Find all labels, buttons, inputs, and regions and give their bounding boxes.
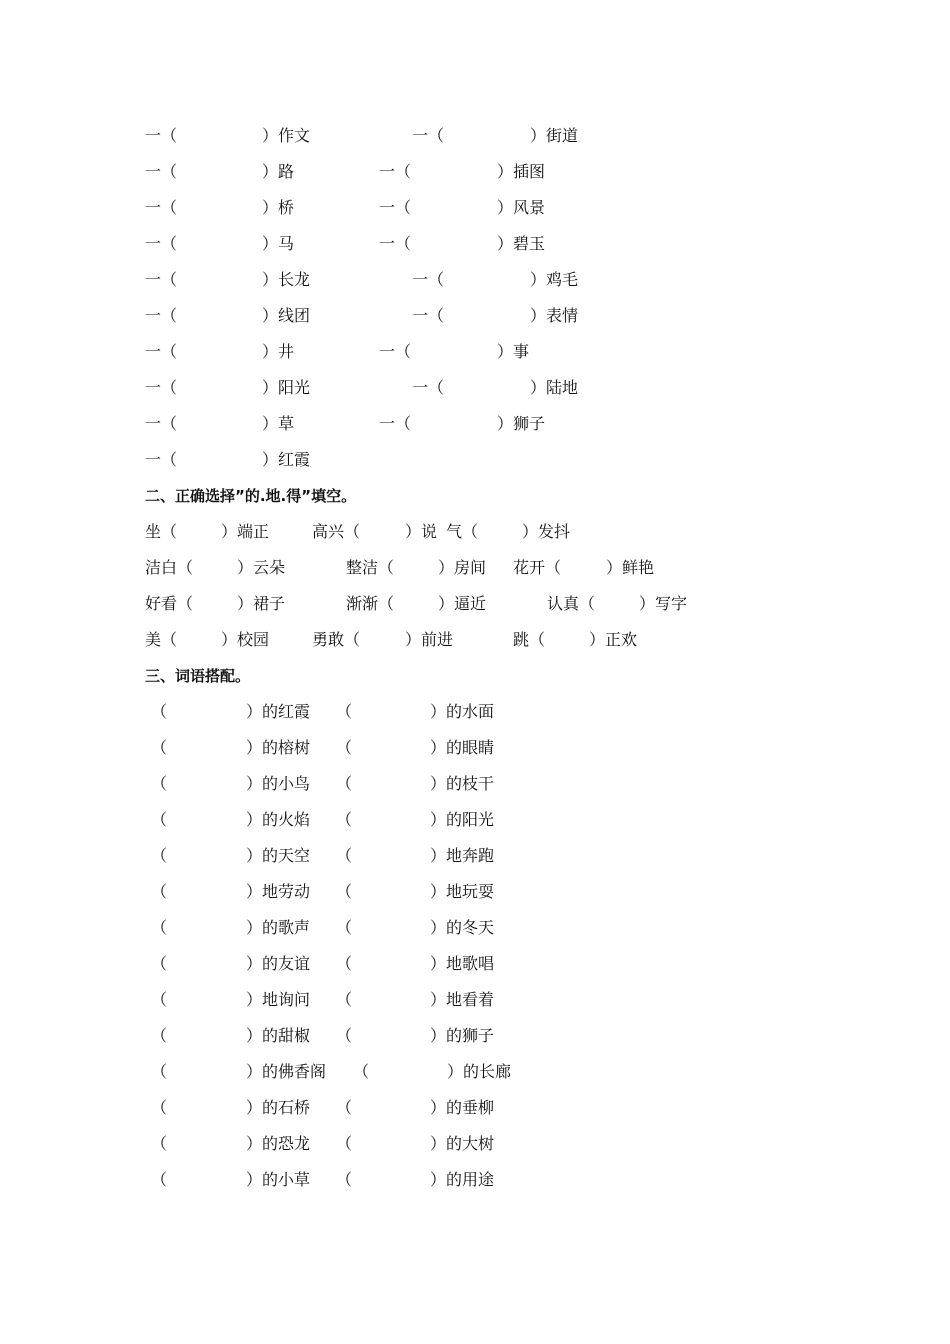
s2-prefix: 气（ [446,522,479,541]
s1-open: 一（ [145,306,178,325]
s3-open: （ [151,846,168,865]
s1-row [0,376,579,400]
s3-open: （ [151,1134,168,1153]
s1-open: 一（ [145,378,178,397]
s1-close-word: ）鸡毛 [530,270,579,289]
s3-close-word: ）的石桥 [246,1098,311,1117]
s3-open: （ [151,738,168,757]
s3-close-word: ）的天空 [246,846,311,865]
s3-open: （ [151,1062,168,1081]
s1-close-word: ）狮子 [497,414,546,433]
s1-close-word: ）作文 [262,126,311,145]
s1-close-word: ）长龙 [262,270,311,289]
s2-suffix: ）云朵 [237,558,286,577]
s3-close-word: ）的火焰 [246,810,311,829]
s3-open: （ [151,774,168,793]
s3-close-word: ）地玩耍 [430,882,495,901]
s1-close-word: ）表情 [530,306,579,325]
s1-close-word: ）井 [262,342,295,361]
s1-row [0,196,546,220]
s3-close-word: ）的垂柳 [430,1098,495,1117]
s2-prefix: 勇敢（ [312,630,361,649]
s1-row [0,268,579,292]
s3-open: （ [151,1026,168,1045]
s1-open: 一（ [379,342,412,361]
s2-prefix: 渐渐（ [346,594,395,613]
s3-close-word: ）的长廊 [447,1062,512,1081]
s1-open: 一（ [145,162,178,181]
s3-open: （ [336,846,353,865]
s1-open: 一（ [379,414,412,433]
s3-open: （ [151,882,168,901]
s3-row [0,1060,512,1084]
s3-close-word: ）的水面 [430,702,495,721]
s3-row [0,844,495,868]
s1-row [0,232,546,256]
s3-open: （ [151,1098,168,1117]
s1-open: 一（ [412,306,445,325]
s2-prefix: 坐（ [145,522,178,541]
s1-close-word: ）插图 [497,162,546,181]
s3-row [0,808,495,832]
s3-open: （ [336,774,353,793]
s1-open: 一（ [145,414,178,433]
s1-row [0,448,311,472]
s3-close-word: ）的用途 [430,1170,495,1189]
s2-row [0,556,655,580]
s3-close-word: ）的小草 [246,1170,311,1189]
s3-open: （ [151,810,168,829]
s3-open: （ [336,954,353,973]
s3-close-word: ）的大树 [430,1134,495,1153]
s3-open: （ [336,990,353,1009]
s1-row [0,340,530,364]
s3-open: （ [151,990,168,1009]
s1-open: 一（ [379,162,412,181]
s1-close-word: ）风景 [497,198,546,217]
s3-open: （ [151,1170,168,1189]
s2-prefix: 整洁（ [346,558,395,577]
s3-close-word: ）地歌唱 [430,954,495,973]
s3-close-word: ）的枝干 [430,774,495,793]
s1-row [0,124,579,148]
s3-row [0,988,495,1012]
s1-close-word: ）路 [262,162,295,181]
s3-row [0,736,495,760]
s3-close-word: ）的佛香阁 [246,1062,327,1081]
s1-open: 一（ [145,234,178,253]
s3-open: （ [151,918,168,937]
s3-row [0,772,495,796]
s1-open: 一（ [145,270,178,289]
s3-open: （ [336,1134,353,1153]
s3-close-word: ）的歌声 [246,918,311,937]
s1-close-word: ）红霞 [262,450,311,469]
s3-row [0,1024,495,1048]
s1-close-word: ）桥 [262,198,295,217]
s3-close-word: ）的甜椒 [246,1026,311,1045]
s1-close-word: ）草 [262,414,295,433]
s1-open: 一（ [412,378,445,397]
s2-suffix: ）写字 [639,594,688,613]
s1-close-word: ）马 [262,234,295,253]
s3-row [0,700,495,724]
s3-close-word: ）地询问 [246,990,311,1009]
s3-row [0,916,495,940]
s3-row [0,1132,495,1156]
s1-open: 一（ [412,126,445,145]
s2-suffix: ）端正 [221,522,270,541]
s2-suffix: ）房间 [438,558,487,577]
s1-open: 一（ [145,126,178,145]
s1-open: 一（ [145,450,178,469]
s3-open: （ [151,954,168,973]
s2-suffix: ）裙子 [237,594,286,613]
s2-prefix: 认真（ [547,594,596,613]
s1-open: 一（ [379,198,412,217]
s1-open: 一（ [379,234,412,253]
s2-suffix: ）发抖 [522,522,571,541]
s3-close-word: ）地看着 [430,990,495,1009]
s1-open: 一（ [412,270,445,289]
s2-suffix: ）校园 [221,630,270,649]
s3-open: （ [336,738,353,757]
s3-row [0,1096,495,1120]
s3-close-word: ）的恐龙 [246,1134,311,1153]
s2-suffix: ）前进 [405,630,454,649]
s3-close-word: ）的眼睛 [430,738,495,757]
section-2-heading: 二、正确选择”的.地.得”填空。 [145,487,357,505]
section-3-heading: 三、词语搭配。 [145,667,251,685]
s1-close-word: ）阳光 [262,378,311,397]
s3-open: （ [336,810,353,829]
s1-close-word: ）事 [497,342,530,361]
s3-close-word: ）的红霞 [246,702,311,721]
s3-close-word: ）地奔跑 [430,846,495,865]
s2-row [0,628,638,652]
s1-row [0,304,579,328]
s3-open: （ [336,882,353,901]
s2-suffix: ）正欢 [589,630,638,649]
s3-close-word: ）的小鸟 [246,774,311,793]
s2-suffix: ）逼近 [438,594,487,613]
s2-prefix: 美（ [145,630,178,649]
s3-close-word: ）的友谊 [246,954,311,973]
s1-close-word: ）陆地 [530,378,579,397]
s3-open: （ [336,918,353,937]
s2-prefix: 高兴（ [312,522,361,541]
s3-open: （ [336,702,353,721]
s1-open: 一（ [145,342,178,361]
s3-row [0,1168,495,1192]
s1-open: 一（ [145,198,178,217]
s2-prefix: 跳（ [513,630,546,649]
s1-row [0,412,546,436]
s2-suffix: ）说 [405,522,438,541]
s3-open: （ [336,1098,353,1117]
s2-row [0,592,688,616]
s3-close-word: ）的榕树 [246,738,311,757]
s2-suffix: ）鲜艳 [606,558,655,577]
s3-close-word: ）的阳光 [430,810,495,829]
s3-close-word: ）地劳动 [246,882,311,901]
s3-open: （ [151,702,168,721]
s2-prefix: 好看（ [145,594,194,613]
s3-row [0,952,495,976]
s3-open: （ [336,1026,353,1045]
s1-row [0,160,546,184]
s1-close-word: ）线团 [262,306,311,325]
s3-close-word: ）的狮子 [430,1026,495,1045]
s2-row [0,520,571,544]
s2-prefix: 洁白（ [145,558,194,577]
s1-close-word: ）碧玉 [497,234,546,253]
s3-open: （ [353,1062,370,1081]
s3-close-word: ）的冬天 [430,918,495,937]
s3-row [0,880,495,904]
s2-prefix: 花开（ [513,558,562,577]
s3-open: （ [336,1170,353,1189]
s1-close-word: ）街道 [530,126,579,145]
